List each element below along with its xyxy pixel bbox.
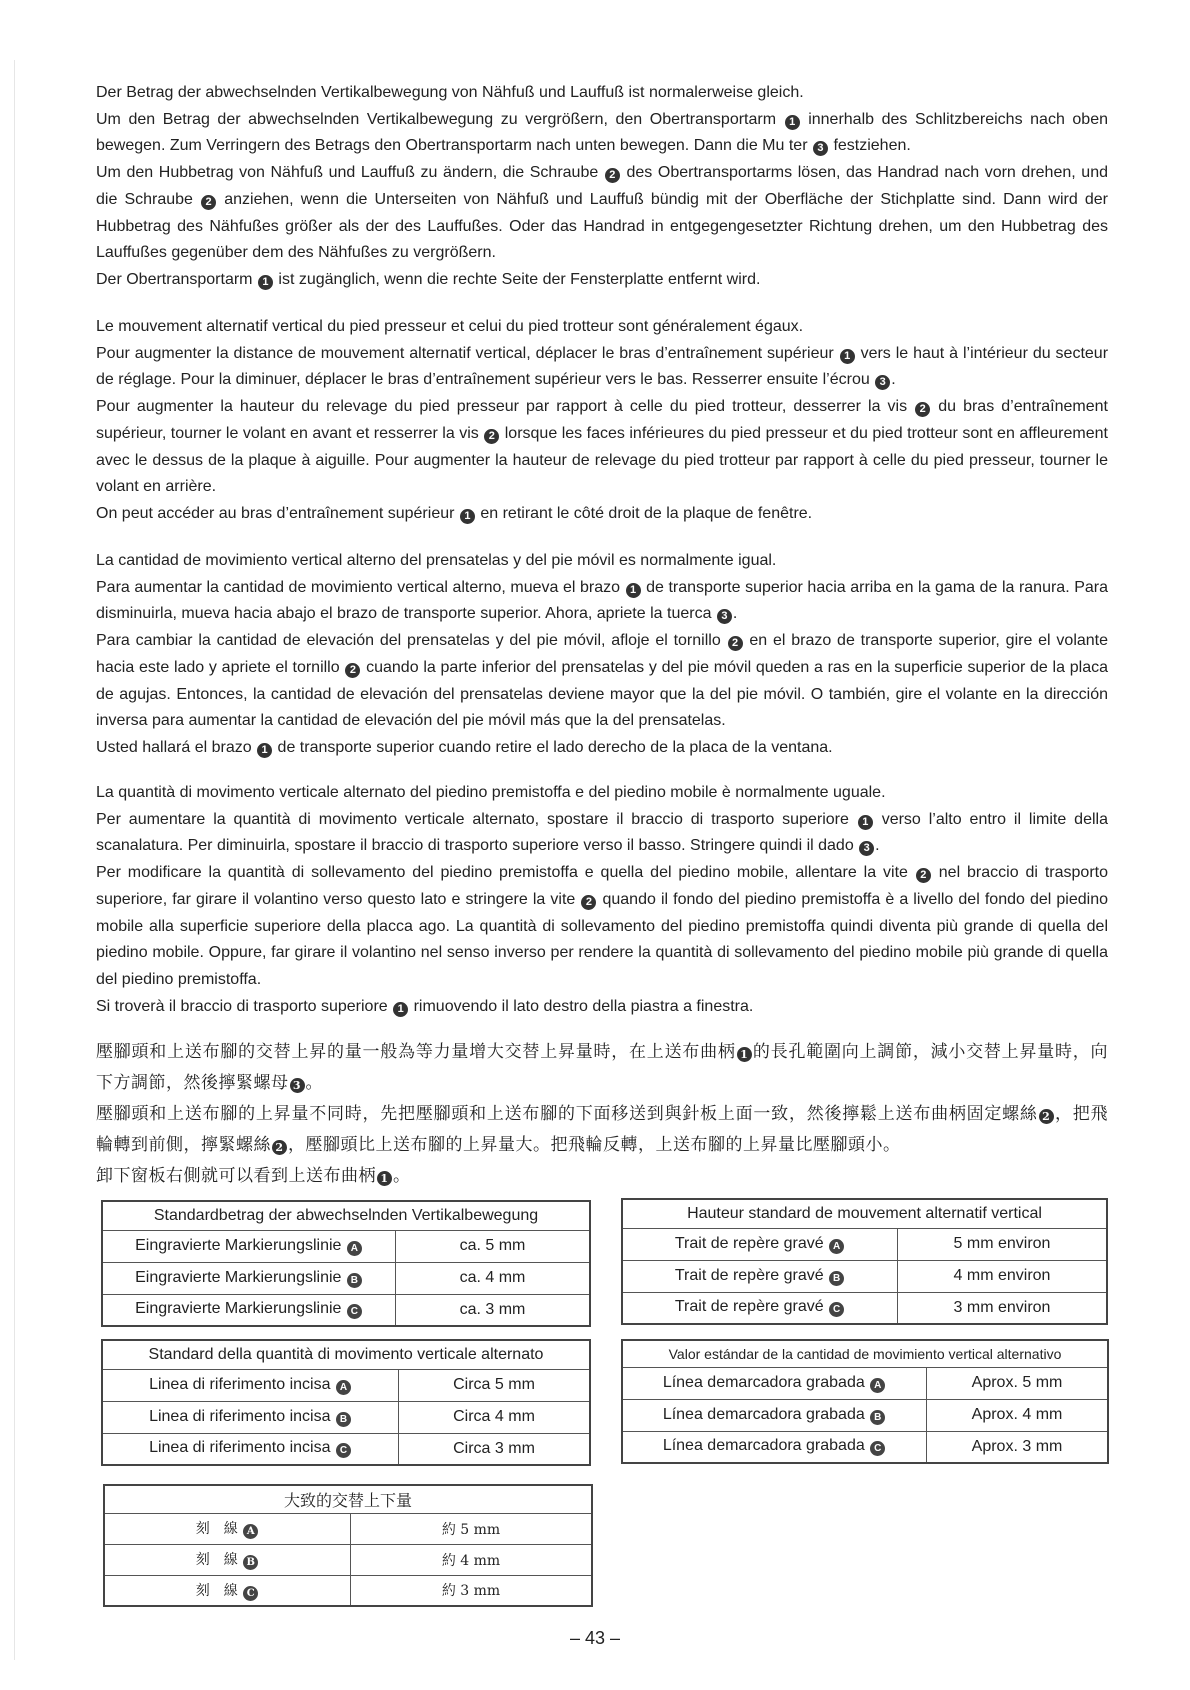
es-paragraph-4: Usted hallará el brazo 1 de transporte superior cuando retire el lado derecho de la placa de la ventana.	[96, 738, 833, 756]
letter-b-icon: B	[336, 1412, 351, 1427]
de-row-label: Eingravierte Markierungslinie A	[102, 1230, 396, 1262]
es-row-label: Línea demarcadora grabada B	[622, 1399, 927, 1431]
number-3-icon: 3	[717, 609, 732, 624]
de-row-label: Eingravierte Markierungslinie B	[102, 1262, 396, 1294]
es-spec-table	[621, 1339, 1109, 1464]
zh-row-label: 刻 線 A	[104, 1513, 351, 1544]
number-1-icon: 1	[393, 1002, 408, 1017]
number-2-icon: 2	[201, 195, 216, 210]
number-1-icon: 1	[377, 1171, 392, 1186]
fr-table-title: Hauteur standard de mouvement alternatif vertical	[622, 1199, 1107, 1228]
zh-row-label: 刻 線 C	[104, 1575, 351, 1606]
it-row-value: Circa 4 mm	[399, 1401, 591, 1433]
number-1-icon: 1	[737, 1047, 752, 1062]
zh-row-value: 約 3 mm	[351, 1575, 593, 1606]
letter-c-icon: C	[870, 1441, 885, 1456]
de-table-title: Standardbetrag der abwechselnden Vertikalbewegung	[102, 1201, 590, 1230]
zh-table-title: 大致的交替上下量	[104, 1485, 592, 1513]
de-row-value: ca. 4 mm	[396, 1262, 591, 1294]
it-paragraph-3: Per modificare la quantità di sollevamento del piedino premistoffa e quella del piedino mobile, allentare la vite 2 nel braccio di trasporto superiore, far girare il volantino verso questo lato e stringere la vite 2 quando il fondo del piedino premistoffa è a livello del fondo del piedino mobile alla superficie superiore della placca ago. La quantità di sollevamento del piedino premistoffa quindi diventa più grande di quella del piedino mobile. Oppure, far girare il volantino nel senso inverso per rendere la quantità di sollevamento del piedino mobile più grande di quella del piedino premistoffa.	[96, 864, 1109, 988]
page-number: – 43 –	[569, 1628, 621, 1648]
italian-section	[96, 780, 1108, 1020]
zh-paragraph-1: 壓腳頭和上送布腳的交替上昇的量一般為等力量增大交替上昇量時，在上送布曲柄 1 的長孔範圍向上調節，減小交替上昇量時，向下方調節，然後擰緊螺母 3 。	[96, 1042, 1109, 1093]
french-section	[96, 314, 1108, 528]
letter-c-icon: C	[243, 1586, 258, 1601]
it-paragraph-2: Per aumentare la quantità di movimento verticale alternato, spostare il braccio di trasporto superiore 1 verso l’alto entro il limite della scanalatura. Per diminuirla, spostare il braccio di trasporto superiore verso il basso. Stringere quindi il dado 3 .	[96, 810, 1108, 855]
number-2-icon: 2	[916, 868, 931, 883]
es-row-value: Aprox. 5 mm	[927, 1367, 1109, 1399]
number-3-icon: 3	[875, 375, 890, 390]
number-1-icon: 1	[257, 743, 272, 758]
letter-c-icon: C	[829, 1302, 844, 1317]
letter-b-icon: B	[870, 1410, 885, 1425]
it-row-label: Linea di riferimento incisa C	[102, 1433, 399, 1465]
fr-row-label: Trait de repère gravé C	[622, 1292, 898, 1324]
es-paragraph-2: Para aumentar la cantidad de movimiento vertical alterno, mueva el brazo 1 de transporte superior hacia arriba en la gama de la ranura. Para disminuirla, mueva hacia abajo el brazo de transporte superior. Ahora, apriete la tuerca 3 .	[96, 578, 1109, 623]
fr-row-value: 5 mm environ	[898, 1228, 1108, 1260]
number-1-icon: 1	[626, 583, 641, 598]
number-1-icon: 1	[858, 815, 873, 830]
fr-row-value: 4 mm environ	[898, 1260, 1108, 1292]
it-row-value: Circa 3 mm	[399, 1433, 591, 1465]
fr-paragraph-2: Pour augmenter la distance de mouvement alternatif vertical, déplacer le bras d’entraînement supérieur 1 vers le haut à l’intérieur du secteur de réglage. Pour la diminuer, déplacer le bras d’entraînement supérieur vers le bas. Resserrer ensuite l’écrou 3 .	[96, 344, 1109, 389]
letter-c-icon: C	[347, 1304, 362, 1319]
letter-a-icon: A	[347, 1241, 362, 1256]
de-spec-table	[101, 1200, 591, 1327]
chinese-section	[96, 1037, 1108, 1192]
de-line-1: Der Betrag der abwechselnden Vertikalbewegung von Nähfuß und Lauffuß ist normalerweise gleich.	[96, 84, 804, 101]
letter-a-icon: A	[336, 1380, 351, 1395]
number-2-icon: 2	[728, 636, 743, 651]
it-row-label: Linea di riferimento incisa A	[102, 1369, 399, 1401]
es-row-value: Aprox. 3 mm	[927, 1431, 1109, 1463]
de-row-value: ca. 3 mm	[396, 1294, 591, 1326]
it-spec-table	[101, 1339, 591, 1466]
number-1-icon: 1	[785, 115, 800, 130]
letter-b-icon: B	[829, 1271, 844, 1286]
zh-row-label: 刻 線 B	[104, 1544, 351, 1575]
de-paragraph-4: Der Obertransportarm 1 ist zugänglich, wenn die rechte Seite der Fensterplatte entfernt wird.	[96, 270, 761, 288]
letter-a-icon: A	[829, 1239, 844, 1254]
de-paragraph-2: Um den Betrag der abwechselnden Vertikalbewegung zu vergrößern, den Obertransportarm 1 innerhalb des Schlitzbereichs nach oben bewegen. Zum Verringern des Betrags den Obertransportarm nach unten bewegen. Dann die Mu ter 3 festziehen.	[96, 110, 1108, 155]
zh-row-value: 約 4 mm	[351, 1544, 593, 1575]
german-section	[96, 80, 1108, 294]
number-2-icon: 2	[915, 402, 930, 417]
es-table-title: Valor estándar de la cantidad de movimiento vertical alternativo	[622, 1340, 1108, 1367]
letter-b-icon: B	[347, 1273, 362, 1288]
es-row-label: Línea demarcadora grabada A	[622, 1367, 927, 1399]
fr-row-label: Trait de repère gravé B	[622, 1260, 898, 1292]
spanish-section	[96, 548, 1108, 762]
it-paragraph-4: Si troverà il braccio di trasporto superiore 1 rimuovendo il lato destro della piastra a finestra.	[96, 997, 754, 1015]
it-line-1: La quantità di movimento verticale alternato del piedino premistoffa e del piedino mobile è normalmente uguale.	[96, 784, 886, 801]
letter-a-icon: A	[870, 1378, 885, 1393]
es-line-1: La cantidad de movimiento vertical alterno del prensatelas y del pie móvil es normalmente igual.	[96, 552, 777, 569]
fr-row-label: Trait de repère gravé A	[622, 1228, 898, 1260]
fr-spec-table	[621, 1198, 1108, 1325]
number-1-icon: 1	[258, 275, 273, 290]
number-2-icon: 2	[345, 663, 360, 678]
number-3-icon: 3	[290, 1078, 305, 1093]
scan-margin-line	[14, 60, 15, 1660]
it-table-title: Standard della quantità di movimento verticale alternato	[102, 1340, 590, 1369]
de-paragraph-3: Um den Hubbetrag von Nähfuß und Lauffuß zu ändern, die Schraube 2 des Obertransportarms lösen, das Handrad nach vorn drehen, und die Schraube 2 anziehen, wenn die Unterseiten von Nähfuß und Lauffuß bündig mit der Oberfläche der Stichplatte sind. Dann wird der Hubbetrag des Nähfußes größer als der des Lauffußes. Oder das Handrad in entgegengesetzter Richtung drehen, um den Hubbetrag des Lauffußes gegenüber dem des Nähfußes zu vergrößern.	[96, 164, 1109, 262]
letter-a-icon: A	[243, 1524, 258, 1539]
it-row-label: Linea di riferimento incisa B	[102, 1401, 399, 1433]
number-2-icon: 2	[272, 1140, 287, 1155]
letter-b-icon: B	[243, 1555, 258, 1570]
fr-paragraph-3: Pour augmenter la hauteur du relevage du pied presseur par rapport à celle du pied trotteur, desserrer la vis 2 du bras d’entraînement supérieur, tourner le volant en avant et resserrer la vis 2 lorsque les faces inférieures du pied presseur et du pied trotteur sont en affleurement avec le dessus de la plaque à aiguille. Pour augmenter la hauteur de relevage du pied trotteur par rapport à celle du pied presseur, tourner le volant en arrière.	[96, 398, 1108, 496]
zh-paragraph-2: 壓腳頭和上送布腳的上昇量不同時，先把壓腳頭和上送布腳的下面移送到與針板上面一致，然後擰鬆上送布曲柄固定螺絲 2 ，把飛輪轉到前側，擰緊螺絲 2 ，壓腳頭比上送布腳的上昇量大。把飛輪反轉，上送布腳的上昇量比壓腳頭小。	[96, 1104, 1109, 1155]
number-3-icon: 3	[813, 141, 828, 156]
number-2-icon: 2	[581, 895, 596, 910]
fr-row-value: 3 mm environ	[898, 1292, 1108, 1324]
zh-spec-table	[103, 1484, 593, 1607]
number-1-icon: 1	[460, 509, 475, 524]
number-3-icon: 3	[859, 841, 874, 856]
de-row-label: Eingravierte Markierungslinie C	[102, 1294, 396, 1326]
es-row-label: Línea demarcadora grabada C	[622, 1431, 927, 1463]
fr-line-1: Le mouvement alternatif vertical du pied presseur et celui du pied trotteur sont généralement égaux.	[96, 318, 804, 335]
it-row-value: Circa 5 mm	[399, 1369, 591, 1401]
number-1-icon: 1	[840, 349, 855, 364]
es-row-value: Aprox. 4 mm	[927, 1399, 1109, 1431]
de-row-value: ca. 5 mm	[396, 1230, 591, 1262]
zh-paragraph-3: 卸下窗板右側就可以看到上送布曲柄 1 。	[96, 1166, 411, 1186]
number-2-icon: 2	[605, 168, 620, 183]
fr-paragraph-4: On peut accéder au bras d’entraînement supérieur 1 en retirant le côté droit de la plaque de fenêtre.	[96, 504, 813, 522]
es-paragraph-3: Para cambiar la cantidad de elevación del prensatelas y del pie móvil, afloje el tornillo 2 en el brazo de transporte superior, gire el volante hacia este lado y apriete el tornillo 2 cuando la parte inferior del prensatelas y del pie móvil queden a ras en la superficie superior de la placa de agujas. Entonces, la cantidad de elevación del prensatelas deviene mayor que la del pie móvil. O también, gire el volante en la dirección inversa para aumentar la cantidad de elevación del pie móvil más que la del prensatelas.	[96, 632, 1109, 730]
number-2-icon: 2	[1039, 1109, 1054, 1124]
number-2-icon: 2	[484, 429, 499, 444]
letter-c-icon: C	[336, 1443, 351, 1458]
zh-row-value: 約 5 mm	[351, 1513, 593, 1544]
